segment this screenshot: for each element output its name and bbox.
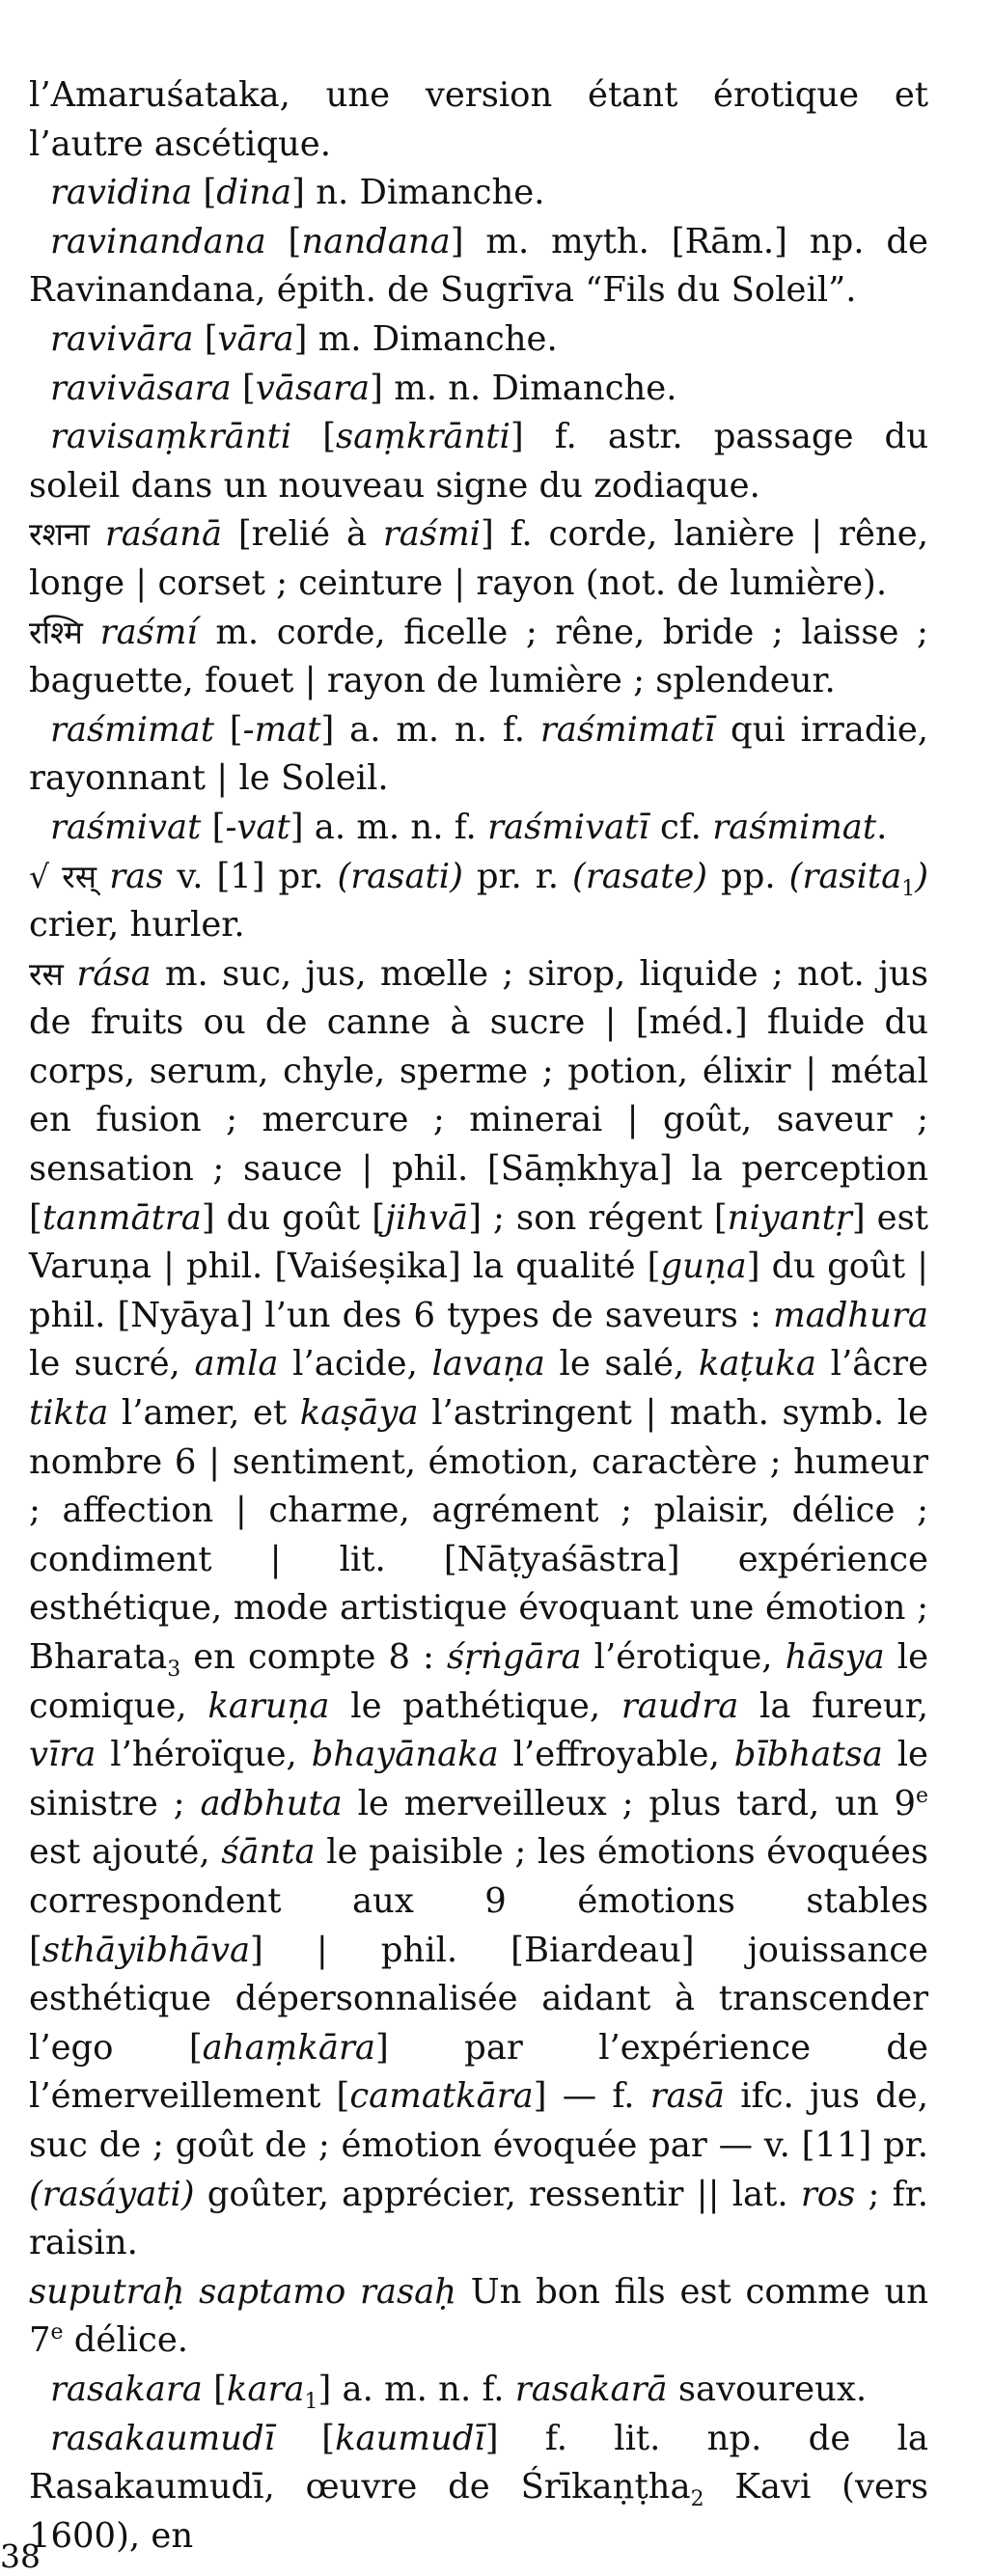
devanagari-headword: रश्मि xyxy=(29,613,100,651)
headword: rasakara xyxy=(50,2369,203,2409)
headword: ravivāsara xyxy=(50,368,232,408)
headword: ravisaṃkrānti xyxy=(50,417,292,457)
page-number: 38 xyxy=(0,2537,41,2575)
entry-ravisamkranti: ravisaṃkrānti [saṃkrānti] f. astr. passage du soleil dans un nouveau signe du zodiaque. xyxy=(29,417,928,506)
entry-rasmimat: raśmimat [-mat] a. m. n. f. raśmimatī qui irradie, rayonnant | le Soleil. xyxy=(29,709,929,799)
headword: raśmimat xyxy=(50,709,214,750)
headword: ravivāra xyxy=(50,318,194,359)
headword: raśmí xyxy=(99,612,198,652)
headword: ras xyxy=(109,856,164,896)
entry-rasmi: रश्मि raśmí m. corde, ficelle ; rêne, bride ; laisse ; baguette, fouet | rayon de lumière ; splendeur. xyxy=(29,612,928,701)
devanagari-headword: रस xyxy=(29,954,77,993)
headword: ravidina xyxy=(50,173,193,213)
headword: ravinandana xyxy=(50,221,266,261)
headword: raśanā xyxy=(104,514,223,555)
entry-ravivasara: ravivāsara [vāsara] m. n. Dimanche. xyxy=(50,368,677,408)
entry-ravivara: ravivāra [vāra] m. Dimanche. xyxy=(50,318,558,359)
headword: raśmivat xyxy=(50,807,202,847)
entry-rasa: रस rása m. suc, jus, mœlle ; sirop, liquide ; not. jus de fruits ou de canne à sucre | [méd.] fluide du corps, serum, chyle, sperme ; potion, élixir | métal en fusion ; mercure ; minerai | goût, saveur ; sensation ; sauce | phil. [Sāṃkhya] la perception [tanmātra] du goût [jihvā] ; son régent [niyantṛ] est Varuṇa | phil. [Vaiśeṣika] la qualité [guṇa] du goût | phil. [Nyāya] l’un des 6 types de saveurs : madhura le sucré, amla l’acide, lavaṇa le salé, kaṭuka l’âcre tikta l’amer, et kaṣāya l’astringent | math. symb. le nombre 6 | sentiment, émotion, caractère ; humeur ; affection | charme, agrément ; plaisir, délice ; condiment | lit. [Nāṭyaśāstra] expérience esthétique, mode artistique évoquant une émotion ; Bharata$_3$ en compte 8 : śṛṅgāra l’érotique, hāsya le comique, karuṇa le pathétique, raudra la fureur, vīra l’héroïque, bhayānaka l’effroyable, bībhatsa le sinistre ; adbhuta le merveilleux ; plus tard, un 9e est ajouté, śānta le paisible ; les émotions évoquées correspondent aux 9 émotions stables [sthāyibhāva] | phil. [Biardeau] jouissance esthétique dépersonnalisée aidant à transcender l’ego [ahaṃkāra] par l’expérience de l’émerveillement [camatkāra] — f. rasā ifc. jus de, suc de ; goût de ; émotion évoquée par — v. [11] pr. (rasáyati) goûter, apprécier, ressentir || lat. ros ; fr. raisin. xyxy=(29,953,929,2263)
entry-rasmivat: raśmivat [-vat] a. m. n. f. raśmivatī cf. raśmimat. xyxy=(50,807,888,847)
entry-ravidina: ravidina [dina] n. Dimanche. xyxy=(50,173,545,213)
dictionary-page xyxy=(29,71,928,2561)
example-sentence: suputraḥ saptamo rasaḥ Un bon fils est comme un 7e délice. xyxy=(29,2271,928,2361)
headword: rása xyxy=(76,953,152,994)
entry-rasakaumudi: rasakaumudī [kaumudī] f. lit. np. de la Rasakaumudī, œuvre de Śrīkaṇṭha$_2$ Kavi (vers 1600), en xyxy=(29,2418,929,2556)
entry-continuation: l’Amaruśataka, une version étant érotique et l’autre ascétique. xyxy=(29,75,928,164)
entry-ravinandana: ravinandana [nandana] m. myth. [Rām.] np. de Ravinandana, épith. de Sugrīva “Fils du Soleil”. xyxy=(29,221,928,311)
devanagari-root: √ रस् xyxy=(29,857,110,895)
entry-rasana: रशना raśanā [relié à raśmi] f. corde, lanière | rêne, longe | corset ; ceinture | rayon (not. de lumière). xyxy=(29,514,928,603)
headword: rasakaumudī xyxy=(50,2418,275,2458)
entry-ras-verb: √ रस् ras v. [1] pr. (rasati) pr. r. (rasate) pp. (rasita$_1$) crier, hurler. xyxy=(29,856,929,945)
entry-rasakara: rasakara [kara$_1$] a. m. n. f. rasakarā savoureux. xyxy=(50,2369,868,2414)
devanagari-headword: रशना xyxy=(29,515,105,554)
